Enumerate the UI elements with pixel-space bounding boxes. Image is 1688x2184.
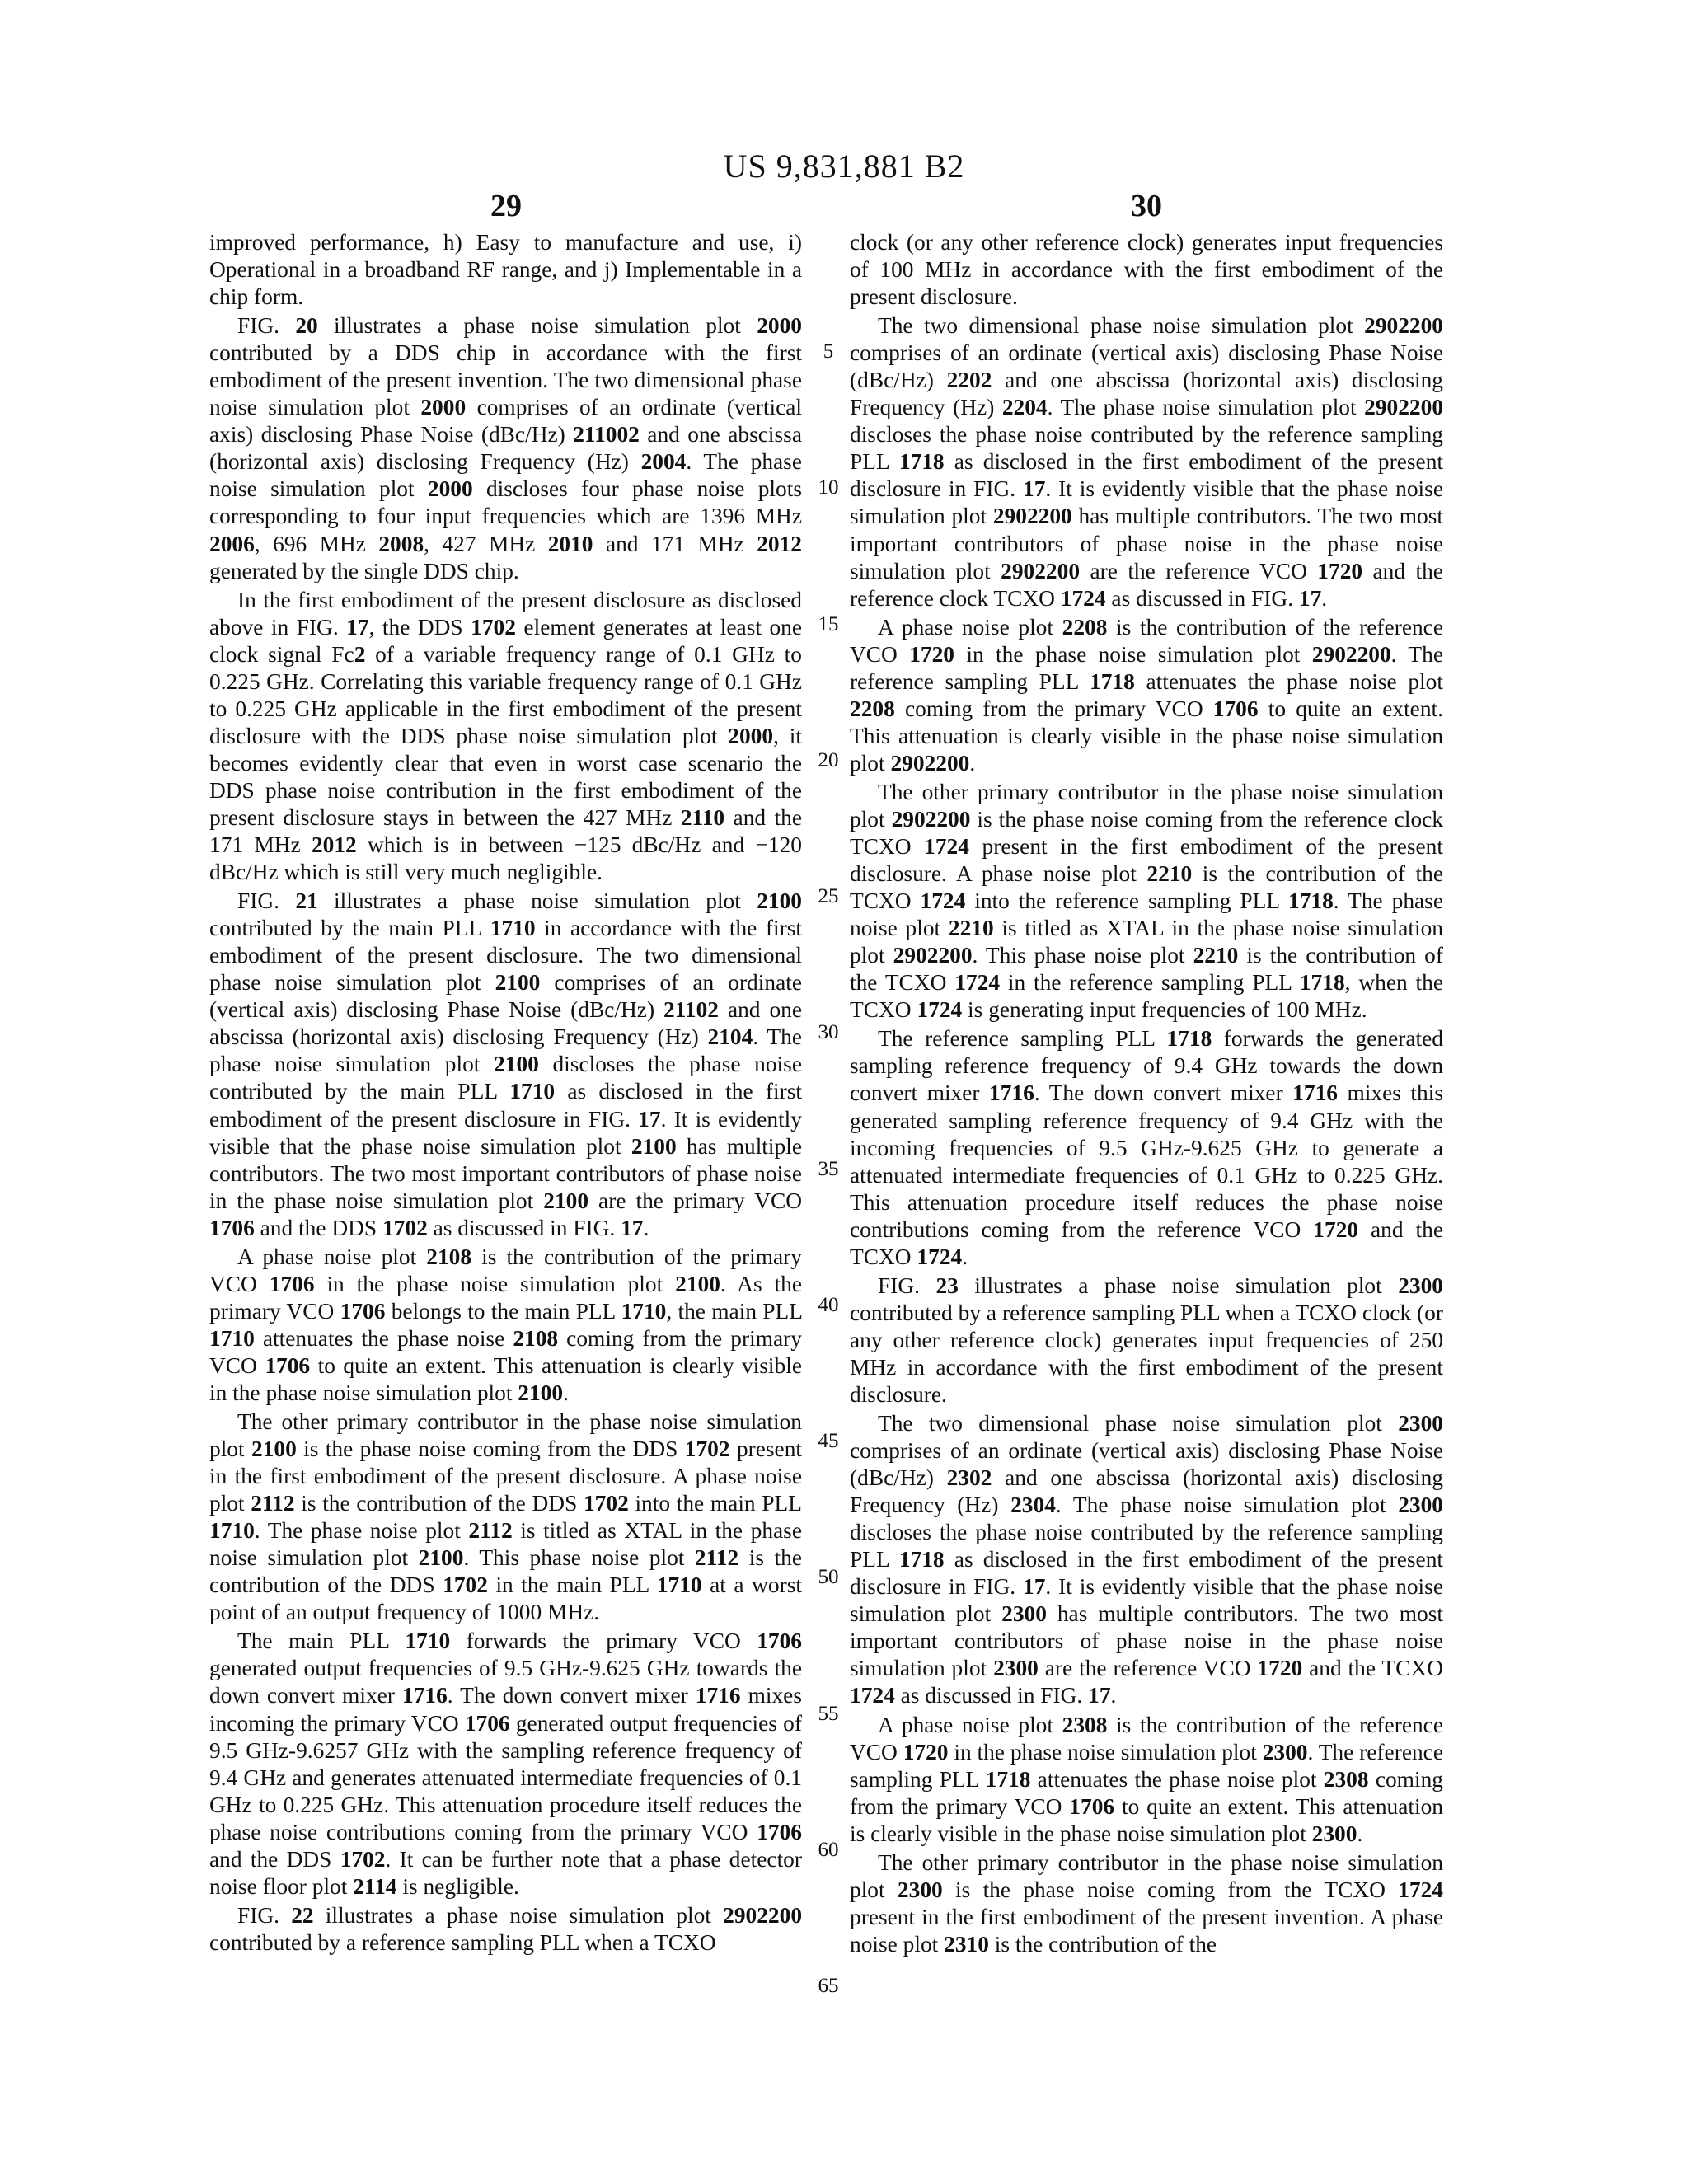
line-number: 55 [818, 1702, 839, 1725]
paragraph: In the first embodiment of the present disclosure as disclosed above in FIG. 17, the DDS 1702 element generates at least one clock signal Fc2 of a variable frequency range of 0.1 GHz to 0.225 GHz. Correlating this variable frequency range of 0.1 GHz to 0.225 GHz applicable in the first embodiment of the present disclosure with the DDS phase noise simulation plot 2000, it becomes evidently clear that even in worst case scenario the DDS phase noise contribution in the first embodiment of the present disclosure stays in between the 427 MHz 2110 and the 171 MHz 2012 which is in between −125 dBc/Hz and −120 dBc/Hz which is still very much negligible. [209, 587, 803, 885]
line-number: 30 [818, 1021, 839, 1044]
left-text-column [209, 229, 802, 1958]
line-number: 5 [823, 340, 834, 363]
line-number: 35 [818, 1157, 839, 1180]
line-number: 60 [818, 1838, 839, 1861]
paragraph: The other primary contributor in the phase noise simulation plot 2100 is the phase noise coming from the DDS 1702 present in the first embodiment of the present disclosure. A phase noise plot 2112 is the contribution of the DDS 1702 into the main PLL 1710. The phase noise plot 2112 is titled as XTAL in the phase noise simulation plot 2100. This phase noise plot 2112 is the contribution of the DDS 1702 in the main PLL 1710 at a worst point of an output frequency of 1000 MHz. [209, 1409, 803, 1625]
paragraph: improved performance, h) Easy to manufacture and use, i) Operational in a broadband RF range, and j) Implementable in a chip form. [209, 230, 802, 310]
line-number: 20 [818, 748, 839, 771]
paragraph: A phase noise plot 2308 is the contribution of the reference VCO 1720 in the phase noise simulation plot 2300. The reference sampling PLL 1718 attenuates the phase noise plot 2308 coming from the primary VCO 1706 to quite an extent. This attenuation is clearly visible in the phase noise simulation plot 2300. [850, 1712, 1443, 1846]
page-number-left: 29 [490, 189, 522, 223]
patent-number: US 9,831,881 B2 [723, 148, 965, 185]
line-number: 40 [818, 1293, 839, 1316]
paragraph: FIG. 23 illustrates a phase noise simulation plot 2300 contributed by a reference sampling PLL when a TCXO clock (or any other reference clock) generates input frequencies of 250 MHz in accordance with the first embodiment of the present disclosure. [850, 1272, 1443, 1407]
paragraph: FIG. 21 illustrates a phase noise simulation plot 2100 contributed by the main PLL 1710 in accordance with the first embodiment of the present disclosure. The two dimensional phase noise simulation plot 2100 comprises of an ordinate (vertical axis) disclosing Phase Noise (dBc/Hz) 21102 and one abscissa (horizontal axis) disclosing Frequency (Hz) 2104. The phase noise simulation plot 2100 discloses the phase noise contributed by the main PLL 1710 as disclosed in the first embodiment of the present disclosure in FIG. 17. It is evidently visible that the phase noise simulation plot 2100 has multiple contributors. The two most important contributors of phase noise in the phase noise simulation plot 2100 are the primary VCO 1706 and the DDS 1702 as discussed in FIG. 17. [209, 888, 803, 1240]
paragraph: FIG. 22 illustrates a phase noise simulation plot 2902200 contributed by a reference sampling PLL when a TCXO [209, 1902, 803, 1955]
paragraph: FIG. 20 illustrates a phase noise simulation plot 2000 contributed by a DDS chip in accordance with the first embodiment of the present invention. The two dimensional phase noise simulation plot 2000 comprises of an ordinate (vertical axis) disclosing Phase Noise (dBc/Hz) 211002 and one abscissa (horizontal axis) disclosing Frequency (Hz) 2004. The phase noise simulation plot 2000 discloses four phase noise plots corresponding to four input frequencies which are 1396 MHz 2006, 696 MHz 2008, 427 MHz 2010 and 171 MHz 2012 generated by the single DDS chip. [209, 313, 802, 583]
paragraph: The other primary contributor in the phase noise simulation plot 2300 is the phase noise coming from the TCXO 1724 present in the first embodiment of the present invention. A phase noise plot 2310 is the contribution of the [850, 1849, 1443, 1957]
line-number: 15 [818, 612, 839, 635]
paragraph: The main PLL 1710 forwards the primary VCO 1706 generated output frequencies of 9.5 GHz-9.625 GHz towards the down convert mixer 1716. The down convert mixer 1716 mixes incoming the primary VCO 1706 generated output frequencies of 9.5 GHz-9.6257 GHz with the sampling reference frequency of 9.4 GHz and generates attenuated intermediate frequencies of 0.1 GHz to 0.225 GHz. This attenuation procedure itself reduces the phase noise contributions coming from the primary VCO 1706 and the DDS 1702. It can be further note that a phase detector noise floor plot 2114 is negligible. [209, 1629, 802, 1899]
line-number: 10 [818, 476, 839, 499]
paragraph: The two dimensional phase noise simulation plot 2902200 comprises of an ordinate (vertical axis) disclosing Phase Noise (dBc/Hz) 2202 and one abscissa (horizontal axis) disclosing Frequency (Hz) 2204. The phase noise simulation plot 2902200 discloses the phase noise contributed by the reference sampling PLL 1718 as disclosed in the first embodiment of the present disclosure in FIG. 17. It is evidently visible that the phase noise simulation plot 2902200 has multiple contributors. The two most important contributors of phase noise in the phase noise simulation plot 2902200 are the reference VCO 1720 and the reference clock TCXO 1724 as discussed in FIG. 17. [850, 313, 1444, 611]
page-number-right: 30 [1131, 189, 1162, 223]
paragraph: A phase noise plot 2208 is the contribution of the reference VCO 1720 in the phase noise simulation plot 2902200. The reference sampling PLL 1718 attenuates the phase noise plot 2208 coming from the primary VCO 1706 to quite an extent. This attenuation is clearly visible in the phase noise simulation plot 2902200. [850, 614, 1443, 776]
paragraph: The other primary contributor in the phase noise simulation plot 2902200 is the phase noise coming from the reference clock TCXO 1724 present in the first embodiment of the present disclosure. A phase noise plot 2210 is the contribution of the TCXO 1724 into the reference sampling PLL 1718. The phase noise plot 2210 is titled as XTAL in the phase noise simulation plot 2902200. This phase noise plot 2210 is the contribution of the TCXO 1724 in the reference sampling PLL 1718, when the TCXO 1724 is generating input frequencies of 100 MHz. [850, 779, 1444, 1023]
paragraph: The two dimensional phase noise simulation plot 2300 comprises of an ordinate (vertical axis) disclosing Phase Noise (dBc/Hz) 2302 and one abscissa (horizontal axis) disclosing Frequency (Hz) 2304. The phase noise simulation plot 2300 discloses the phase noise contributed by the reference sampling PLL 1718 as disclosed in the first embodiment of the present disclosure in FIG. 17. It is evidently visible that the phase noise simulation plot 2300 has multiple contributors. The two most important contributors of phase noise in the phase noise simulation plot 2300 are the reference VCO 1720 and the TCXO 1724 as discussed in FIG. 17. [850, 1411, 1443, 1708]
line-number: 45 [818, 1430, 839, 1453]
paragraph: The reference sampling PLL 1718 forwards the generated sampling reference frequency of 9.4 GHz towards the down convert mixer 1716. The down convert mixer 1716 mixes this generated sampling reference frequency of 9.4 GHz with the incoming frequencies of 9.5 GHz-9.625 GHz to generate a attenuated intermediate frequencies of 0.1 GHz to 0.225 GHz. This attenuation procedure itself reduces the phase noise contributions coming from the reference VCO 1720 and the TCXO 1724. [850, 1026, 1444, 1269]
line-number: 50 [818, 1566, 839, 1589]
paragraph: A phase noise plot 2108 is the contribution of the primary VCO 1706 in the phase noise simulation plot 2100. As the primary VCO 1706 belongs to the main PLL 1710, the main PLL 1710 attenuates the phase noise 2108 coming from the primary VCO 1706 to quite an extent. This attenuation is clearly visible in the phase noise simulation plot 2100. [209, 1244, 802, 1405]
line-number: 25 [818, 885, 839, 908]
right-text-column [850, 229, 1443, 1960]
paragraph: clock (or any other reference clock) generates input frequencies of 100 MHz in accordance with the first embodiment of the present disclosure. [850, 230, 1443, 310]
line-number: 65 [818, 1975, 839, 1998]
